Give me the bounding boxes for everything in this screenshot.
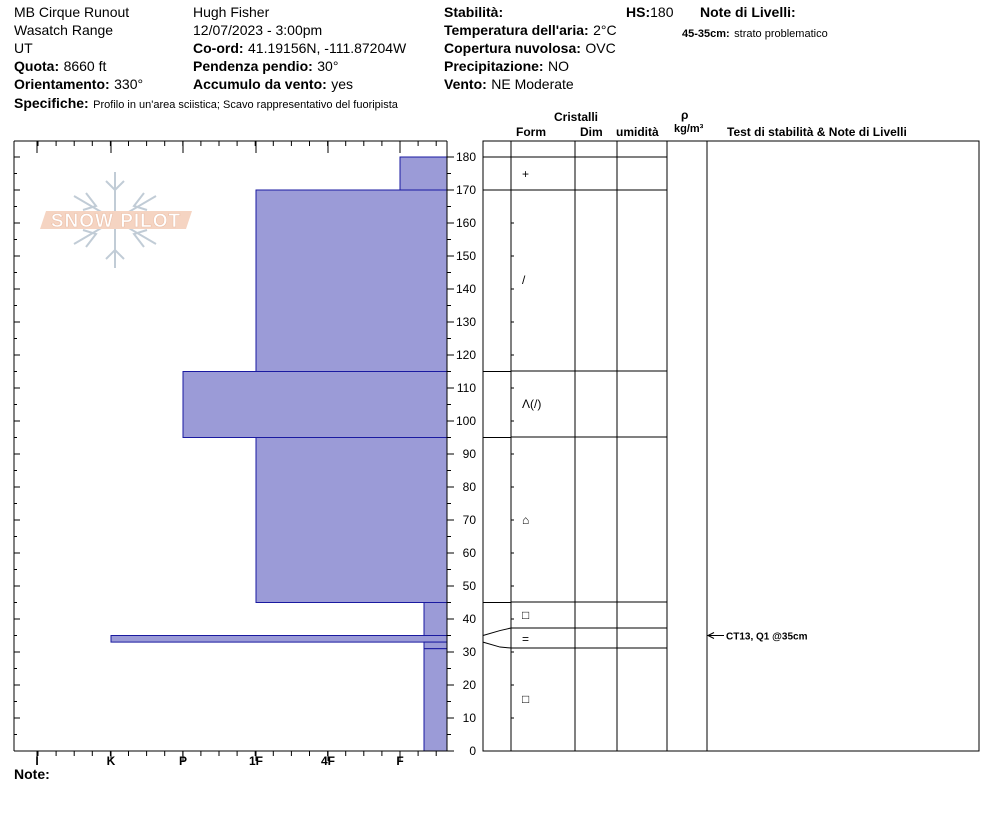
coord-label: Co-ord:	[193, 40, 244, 56]
hardness-layer-7	[424, 649, 447, 751]
hardness-layer-5	[111, 636, 447, 643]
form-symbol-1: /	[522, 273, 526, 287]
y-tick-label-170: 170	[455, 183, 476, 197]
crystals-header: Cristalli	[554, 110, 599, 124]
moisture-header: umidità	[616, 125, 659, 139]
size-header: Dim	[580, 125, 603, 139]
elevation-value: 8660 ft	[63, 58, 107, 74]
hs-label: HS:	[626, 4, 651, 20]
range-name: Wasatch Range	[14, 22, 114, 38]
y-tick-label-110: 110	[456, 381, 476, 395]
hardness-layer-3	[256, 438, 447, 603]
y-tick-label-90: 90	[462, 447, 476, 461]
y-tick-label-70: 70	[462, 513, 476, 527]
y-tick-label-120: 120	[455, 348, 476, 362]
observer-name: Hugh Fisher	[193, 4, 270, 20]
wind-value: NE Moderate	[491, 76, 574, 92]
hardness-layer-6	[424, 642, 447, 649]
form-symbol-6: □	[522, 692, 530, 706]
form-symbol-0: +	[522, 167, 530, 181]
test-label-0: CT13, Q1 @35cm	[726, 631, 808, 643]
y-tick-label-150: 150	[455, 249, 476, 263]
form-symbol-5: =	[522, 632, 530, 646]
y-tick-label-80: 80	[462, 480, 476, 494]
hardness-layer-2	[183, 372, 447, 438]
air-temp-value: 2°C	[593, 22, 617, 38]
y-tick-label-50: 50	[462, 579, 476, 593]
y-tick-label-100: 100	[455, 414, 476, 428]
cloud-value: OVC	[585, 40, 616, 56]
hardness-layers	[111, 157, 447, 751]
x-tick-label-K: K	[106, 754, 116, 768]
form-header: Form	[516, 125, 546, 139]
stability-tests	[707, 632, 808, 643]
rho-header: ρ	[681, 108, 689, 122]
form-symbol-3: ⌂	[522, 513, 530, 527]
wind-loading-value: yes	[331, 76, 354, 92]
air-temp-label: Temperatura dell'aria:	[444, 22, 589, 38]
stability-label: Stabilità:	[444, 4, 504, 20]
crystal-table	[483, 141, 979, 751]
hardness-layer-4	[424, 603, 447, 636]
specifics-label: Specifiche:	[14, 95, 89, 111]
coord-value: 41.19156N, -111.87204W	[248, 40, 407, 56]
hardness-layer-0	[400, 157, 447, 190]
y-tick-label-30: 30	[462, 645, 476, 659]
density-unit-header: kg/m³	[674, 123, 704, 135]
table-border	[483, 141, 979, 751]
precip-label: Precipitazione:	[444, 58, 544, 74]
stability-notes-header: Test di stabilità & Note di Livelli	[727, 125, 907, 139]
y-tick-label-60: 60	[462, 546, 476, 560]
wind-label: Vento:	[444, 76, 487, 92]
observation-datetime: 12/07/2023 - 3:00pm	[193, 22, 323, 38]
aspect-label: Orientamento:	[14, 76, 110, 92]
y-tick-label-160: 160	[455, 216, 476, 230]
location-name: MB Cirque Runout	[14, 4, 130, 20]
slope-value: 30°	[317, 58, 339, 74]
y-tick-label-180: 180	[455, 150, 476, 164]
hs-value: 180	[650, 4, 674, 20]
snowpilot-logo	[40, 172, 192, 268]
x-tick-label-P: P	[178, 754, 188, 768]
elevation-label: Quota:	[14, 58, 60, 74]
layer-note-range: 45-35cm:	[682, 28, 730, 40]
y-tick-label-140: 140	[455, 282, 476, 296]
y-tick-label-130: 130	[455, 315, 476, 329]
logo-text: SNOW PILOT	[50, 211, 182, 232]
y-tick-label-10: 10	[462, 711, 476, 725]
slope-label: Pendenza pendio:	[193, 58, 313, 74]
y-tick-label-40: 40	[462, 612, 476, 626]
y-tick-label-20: 20	[462, 678, 476, 692]
state-name: UT	[14, 40, 33, 56]
hardness-layer-1	[256, 190, 447, 372]
x-tick-label-F: F	[396, 754, 404, 768]
notes-label: Note:	[14, 766, 50, 782]
x-tick-label-1F: 1F	[248, 754, 264, 768]
wind-loading-label: Accumulo da vento:	[193, 76, 327, 92]
form-symbol-2: Λ(/)	[522, 397, 542, 411]
x-tick-label-I: I	[35, 754, 39, 768]
y-tick-label-0: 0	[469, 744, 476, 758]
layer-note-text: strato problematico	[734, 28, 828, 40]
aspect-value: 330°	[114, 76, 144, 92]
precip-value: NO	[548, 58, 570, 74]
cloud-label: Copertura nuvolosa:	[444, 40, 581, 56]
layer-notes-label: Note di Livelli:	[700, 4, 796, 20]
specifics-value: Profilo in un'area sciistica; Scavo rappresentativo del fuoripista	[93, 99, 398, 111]
form-symbol-4: □	[522, 608, 530, 622]
x-tick-label-4F: 4F	[320, 754, 336, 768]
